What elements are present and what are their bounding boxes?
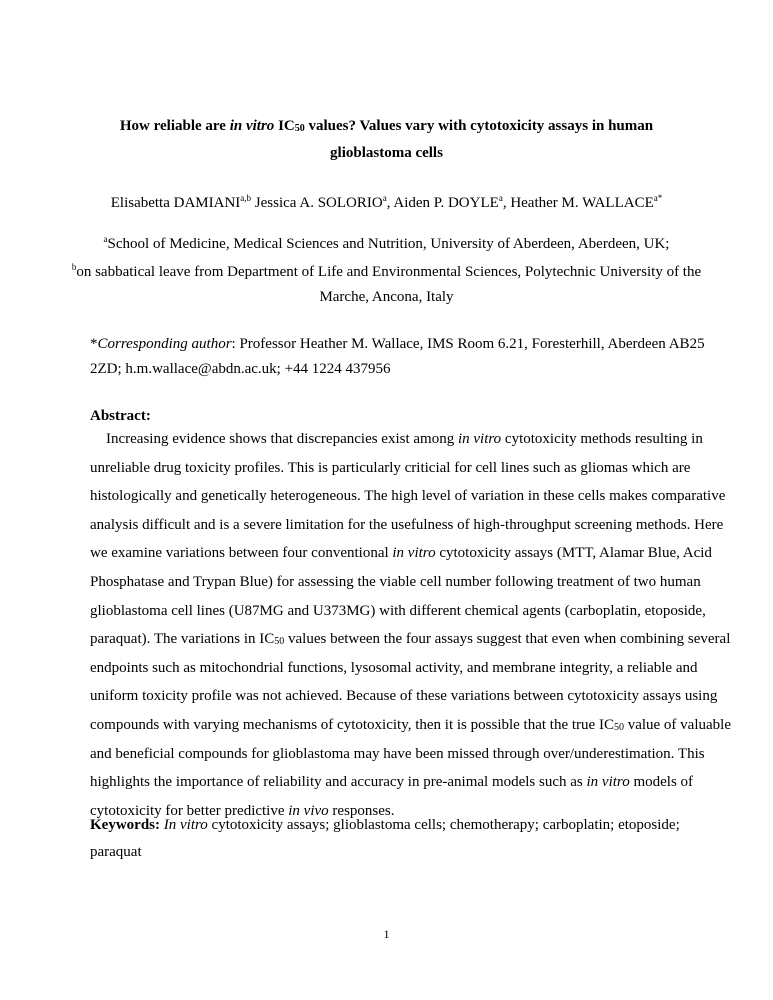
author-affiliation-mark: a,b (240, 193, 252, 203)
abstract-line (90, 488, 726, 505)
keywords-line2: paraquat (90, 844, 142, 860)
abstract-text: highlights the importance of reliability and accuracy in pre-animal models such as (90, 774, 587, 791)
abstract-text: glioblastoma cell lines (U87MG and U373MG) with different chemical agents (carboplatin, etoposide, (90, 602, 706, 619)
affiliation-b (60, 264, 713, 281)
title-text: IC (274, 118, 295, 134)
abstract-line (90, 688, 718, 705)
title-text: values? Values vary with cytotoxicity assays in human (304, 118, 654, 134)
author-name: Jessica A. SOLORIO (251, 195, 383, 211)
paper-title-line2: glioblastoma cells (330, 145, 443, 161)
author-list (60, 195, 713, 212)
corresponding-author (90, 336, 705, 353)
corresponding-label: Corresponding author (97, 336, 232, 352)
abstract-line (90, 631, 731, 648)
keywords (90, 817, 684, 834)
affiliation-a (60, 236, 713, 253)
abstract-text: Increasing evidence shows that discrepancies exist among (106, 431, 458, 447)
abstract-text: uniform toxicity profile was not achieved. Because of these variations between cytotoxicity assays using (90, 688, 718, 705)
abstract-line (90, 659, 698, 677)
abstract-line (90, 717, 731, 734)
author-name: , Aiden P. DOYLE (386, 195, 499, 211)
author-affiliation-mark: a* (653, 193, 663, 203)
abstract-text: we examine variations between four conventional (90, 545, 393, 562)
abstract-heading: Abstract: (90, 408, 151, 424)
abstract-line (106, 431, 703, 448)
page-number: 1 (383, 927, 390, 941)
title-subscript: 50 (294, 123, 305, 134)
abstract-text: values between the four assays suggest that even when combining several (284, 631, 731, 648)
abstract-text: models of (629, 774, 694, 791)
abstract-text: histologically and genetically heterogeneous. The high level of variation in these cells makes comparative (90, 488, 726, 505)
abstract-line (90, 516, 724, 534)
abstract-text: endpoints such as mitochondrial functions, lysosomal activity, and membrane integrity, a reliable and (90, 659, 698, 676)
keywords-text: cytotoxicity assays; glioblastoma cells; chemotherapy; carboplatin; etoposide; (207, 817, 680, 833)
abstract-line (90, 774, 694, 791)
italic-term: in vivo (288, 802, 329, 819)
abstract-text: cytotoxicity methods resulting in (501, 431, 703, 447)
affiliation-text: School of Medicine, Medical Sciences and Nutrition, University of Aberdeen, Aberdeen, UK; (107, 236, 670, 252)
abstract-text: Phosphatase and Trypan Blue) for assessing the viable cell number following treatment of two human (90, 574, 701, 590)
subscript: 50 (613, 722, 624, 733)
abstract-line (90, 602, 706, 620)
title-text: How reliable are (119, 118, 230, 134)
keywords-italic: In vitro (163, 817, 208, 833)
abstract-text: cytotoxicity assays (MTT, Alamar Blue, Acid (435, 545, 712, 562)
corresponding-author-line2: 2ZD; h.m.wallace@abdn.ac.uk; +44 1224 437956 (90, 361, 391, 377)
abstract-text: compounds with varying mechanisms of cytotoxicity, then it is possible that the true IC (90, 717, 614, 733)
abstract-text: analysis difficult and is a severe limitation for the usefulness of high-throughput screening methods. Here (90, 516, 724, 533)
author-name: , Heather M. WALLACE (502, 195, 654, 211)
italic-term: in vitro (586, 774, 630, 791)
keywords-label: Keywords: (90, 817, 160, 833)
abstract-text: responses. (328, 802, 395, 819)
abstract-text: unreliable drug toxicity profiles. This is particularly criticial for cell lines such as gliomas which are (90, 459, 691, 476)
abstract-text: and beneficial compounds for glioblastoma may have been missed through over/underestimation. This (90, 745, 705, 762)
paper-title (60, 118, 713, 135)
abstract-line (90, 459, 691, 477)
abstract-line (90, 545, 712, 562)
affiliation-b-line2: Marche, Ancona, Italy (319, 289, 454, 305)
author-affiliation-mark: a (382, 193, 387, 203)
italic-term: in vitro (457, 431, 502, 447)
italic-term: in vitro (392, 545, 436, 562)
author-affiliation-mark: a (498, 193, 503, 203)
title-italic: in vitro (229, 118, 275, 134)
abstract-text: value of valuable (623, 717, 731, 733)
affiliation-mark: a (103, 234, 108, 244)
author-name: Elisabetta DAMIANI (110, 195, 241, 211)
subscript: 50 (274, 636, 285, 648)
affiliation-mark: b (71, 262, 77, 272)
abstract-line (90, 745, 705, 763)
corresponding-text: : Professor Heather M. Wallace, IMS Room 6.21, Foresterhill, Aberdeen AB25 (231, 336, 705, 352)
abstract-text: cytotoxicity for better predictive (90, 802, 289, 819)
affiliation-text: on sabbatical leave from Department of Life and Environmental Sciences, Polytechnic University of the (76, 264, 702, 280)
abstract-line (90, 574, 701, 591)
asterisk: * (90, 336, 98, 352)
abstract-text: paraquat). The variations in IC (90, 631, 275, 648)
